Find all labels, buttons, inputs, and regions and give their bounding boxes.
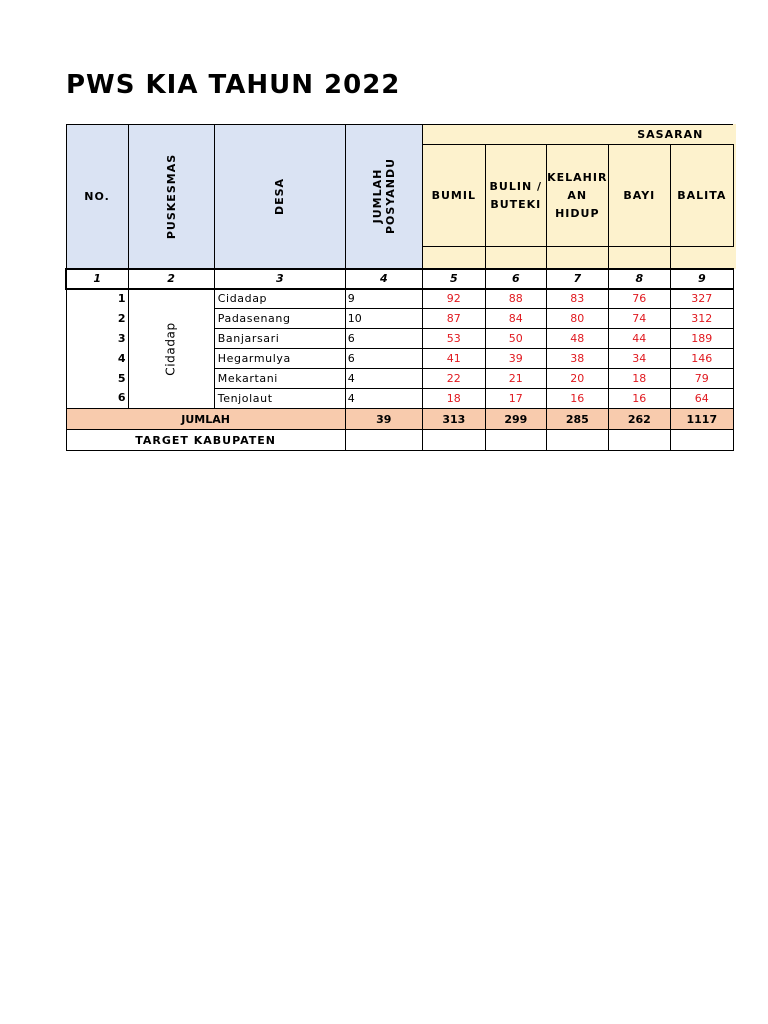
target-cell [670,430,733,451]
puskesmas-name: Cidadap [164,322,179,376]
kelahiran-value: 48 [546,329,608,349]
desa-name: Banjarsari [214,329,345,349]
bumil-value: 87 [422,309,485,329]
bumil-value: 92 [422,289,485,309]
target-label: TARGET KABUPATEN [66,430,345,451]
header-jumlah-posyandu-label: JUMLAH POSYANDU [370,158,397,235]
target-cell [608,430,670,451]
desa-name: Cidadap [214,289,345,309]
target-cell [345,430,422,451]
column-number: 7 [546,269,608,289]
kelahiran-value: 83 [546,289,608,309]
bulin-value: 21 [485,369,546,389]
posyandu-count: 9 [345,289,422,309]
target-cell [546,430,608,451]
jumlah-posyandu: 39 [345,409,422,430]
bulin-value: 17 [485,389,546,409]
header-bayi: BAYI [608,145,670,247]
header-spacer-cell [608,247,670,269]
jumlah-bulin: 299 [485,409,546,430]
jumlah-balita: 1117 [670,409,733,430]
kelahiran-value: 38 [546,349,608,369]
header-row-top [66,125,733,145]
pws-kia-table [65,124,734,451]
jumlah-bayi: 262 [608,409,670,430]
column-number-row [66,269,733,289]
column-number: 6 [485,269,546,289]
header-puskesmas: PUSKESMAS [128,125,214,269]
balita-value: 146 [670,349,733,369]
row-number: 2 [66,309,128,329]
bayi-value: 76 [608,289,670,309]
balita-value: 312 [670,309,733,329]
bulin-value: 84 [485,309,546,329]
bumil-value: 18 [422,389,485,409]
bayi-value: 34 [608,349,670,369]
bayi-value: 44 [608,329,670,349]
column-number: 9 [670,269,733,289]
bumil-value: 53 [422,329,485,349]
row-number: 5 [66,369,128,389]
balita-value: 189 [670,329,733,349]
posyandu-count: 6 [345,329,422,349]
jumlah-kelahiran: 285 [546,409,608,430]
bayi-value: 74 [608,309,670,329]
desa-name: Mekartani [214,369,345,389]
column-number: 4 [345,269,422,289]
puskesmas-cell [128,289,214,409]
header-spacer-cell [422,247,485,269]
target-row [66,430,733,451]
bayi-value: 18 [608,369,670,389]
row-number: 1 [66,289,128,309]
header-spacer-cell [485,247,546,269]
posyandu-count: 6 [345,349,422,369]
header-balita: BALITA [670,145,733,247]
header-desa: DESA [214,125,345,269]
table-row [66,289,733,309]
bulin-value: 50 [485,329,546,349]
column-number: 1 [66,269,128,289]
bumil-value: 41 [422,349,485,369]
jumlah-row [66,409,733,430]
header-no: NO. [66,125,128,269]
header-bulin-buteki: BULIN / BUTEKI [485,145,546,247]
kelahiran-value: 80 [546,309,608,329]
row-number: 4 [66,349,128,369]
posyandu-count: 4 [345,369,422,389]
bumil-value: 22 [422,369,485,389]
header-sasaran: SASARAN [422,125,733,145]
column-number: 8 [608,269,670,289]
row-number: 3 [66,329,128,349]
column-number: 2 [128,269,214,289]
balita-value: 64 [670,389,733,409]
balita-value: 79 [670,369,733,389]
balita-value: 327 [670,289,733,309]
page-title: PWS KIA TAHUN 2022 [66,70,401,100]
desa-name: Tenjolaut [214,389,345,409]
header-spacer-cell [670,247,733,269]
column-number: 5 [422,269,485,289]
header-spacer-cell [546,247,608,269]
posyandu-count: 10 [345,309,422,329]
kelahiran-value: 16 [546,389,608,409]
desa-name: Hegarmulya [214,349,345,369]
row-number: 6 [66,389,128,409]
bulin-value: 39 [485,349,546,369]
jumlah-label: JUMLAH [66,409,345,430]
column-number: 3 [214,269,345,289]
kelahiran-value: 20 [546,369,608,389]
desa-name: Padasenang [214,309,345,329]
target-cell [422,430,485,451]
bayi-value: 16 [608,389,670,409]
header-bumil: BUMIL [422,145,485,247]
target-cell [485,430,546,451]
bulin-value: 88 [485,289,546,309]
header-kelahiran-hidup: KELAHIR AN HIDUP [546,145,608,247]
posyandu-count: 4 [345,389,422,409]
header-jumlah-posyandu [345,125,422,269]
jumlah-bumil: 313 [422,409,485,430]
